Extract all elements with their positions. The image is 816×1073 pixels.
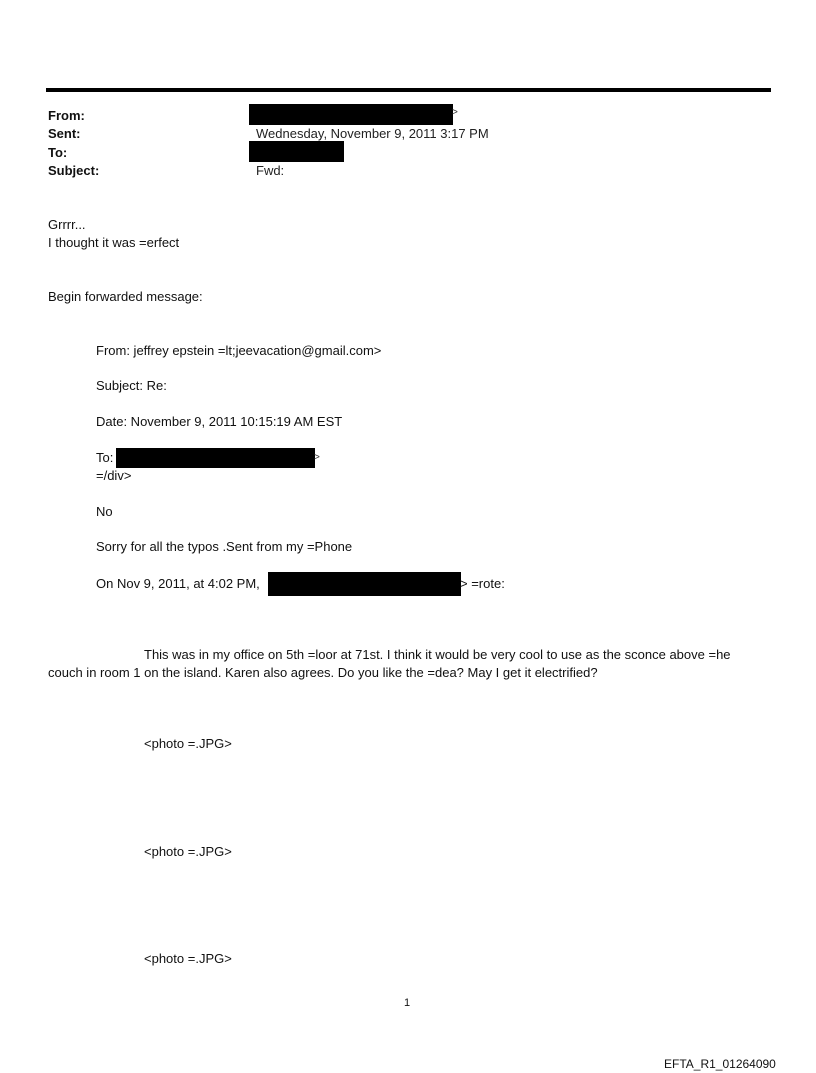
fwd-quote-prefix: On Nov 9, 2011, at 4:02 PM, <box>96 576 260 591</box>
from-label: From: <box>48 108 85 123</box>
forward-intro: Begin forwarded message: <box>48 289 203 304</box>
fwd-from: From: jeffrey epstein =lt;jeevacation@gmail.com> <box>96 343 382 358</box>
photo-attachment-1[interactable]: <photo =.JPG> <box>144 736 232 751</box>
fwd-date: Date: November 9, 2011 10:15:19 AM EST <box>96 414 343 429</box>
page-number: 1 <box>404 997 411 1009</box>
redaction-from-bracket: > <box>452 107 458 118</box>
fwd-signature: Sorry for all the typos .Sent from my =Phone <box>96 539 353 554</box>
fwd-reply: No <box>96 504 113 519</box>
to-label: To: <box>48 145 68 160</box>
subject-value: Fwd: <box>256 163 285 178</box>
redaction-fwd-to-bracket: > <box>314 452 320 463</box>
photo-attachment-2[interactable]: <photo =.JPG> <box>144 844 232 859</box>
fwd-subject: Subject: Re: <box>96 378 167 393</box>
body-line-2: I thought it was =erfect <box>48 235 180 250</box>
header-rule <box>46 88 771 92</box>
fwd-quote-suffix: > =rote: <box>460 576 505 591</box>
document-id: EFTA_R1_01264090 <box>664 1057 776 1071</box>
redaction-quote-sender <box>268 572 461 596</box>
sent-value: Wednesday, November 9, 2011 3:17 PM <box>256 126 489 141</box>
fwd-div-close: =/div> <box>96 468 132 483</box>
fwd-to-label: To: <box>96 450 114 465</box>
quoted-paragraph-text: This was in my office on 5th =loor at 71st. I think it would be very cool to use as the sconce above =he couch in room 1 on the island. Karen also agrees. Do you like the =dea? May I get it electrified? <box>48 647 731 680</box>
sent-label: Sent: <box>48 126 81 141</box>
redaction-to <box>249 141 344 162</box>
photo-attachment-3[interactable]: <photo =.JPG> <box>144 951 232 966</box>
subject-label: Subject: <box>48 163 100 178</box>
quoted-paragraph <box>48 646 768 682</box>
body-line-1: Grrrr... <box>48 217 86 232</box>
redaction-fwd-to <box>116 448 315 468</box>
redaction-from <box>249 104 453 125</box>
